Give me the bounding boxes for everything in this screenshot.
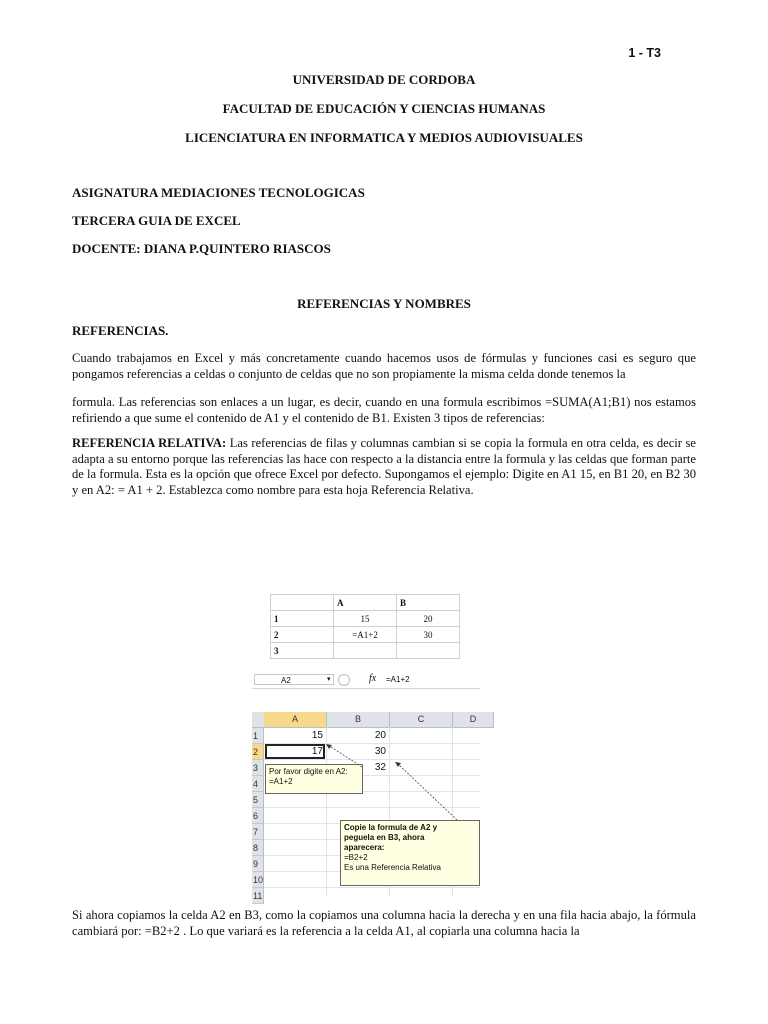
table-row-label: 1	[271, 611, 334, 627]
relative-reference-label: REFERENCIA RELATIVA:	[72, 436, 227, 450]
cell-a2[interactable]: 17	[311, 746, 323, 757]
arrow-line-2	[398, 764, 457, 820]
arrow-line-1	[328, 745, 362, 767]
table-row	[271, 643, 460, 659]
comment-line: peguela en B3, ahora	[344, 833, 425, 842]
fx-icon[interactable]: fx	[369, 673, 377, 684]
table-cell: =A1+2	[334, 627, 397, 643]
row-header-1[interactable]: 1	[252, 728, 264, 744]
relative-reference-text: Las referencias de filas y columnas cambian si se copia la formula en otra celda, es decir se adapta a su entorno porque las referencias las hace con respecto a la distancia entre la formula y las celdas que forman parte de la formula. Esta es la opción que ofrece Excel por defecto. Supongamos el ejemplo: Digite en A1 15, en B1 20, en B2 30 y en A2: = A1 + 2. Establezca como nombre para esta hoja Referencia Relativa.	[72, 436, 696, 497]
row-header-11[interactable]: 11	[252, 888, 264, 904]
comment-line: =A1+2	[269, 777, 293, 786]
faculty-title: FACULTAD DE EDUCACIÓN Y CIENCIAS HUMANAS	[222, 101, 546, 116]
row-header-10[interactable]: 10	[252, 872, 264, 888]
table-row	[271, 627, 460, 643]
table-row-label: 2	[271, 627, 334, 643]
teacher-line: DOCENTE: DIANA P.QUINTERO RIASCOS	[72, 241, 331, 256]
subsection-title: REFERENCIAS.	[72, 323, 169, 338]
cell-b3[interactable]: 32	[374, 762, 386, 773]
cell-b1[interactable]: 20	[374, 730, 386, 741]
row-header-8[interactable]: 8	[252, 840, 264, 856]
subject-line: ASIGNATURA MEDIACIONES TECNOLOGICAS	[72, 185, 365, 200]
column-header-b[interactable]: B	[327, 712, 390, 728]
comment-line: aparecera:	[344, 843, 385, 852]
university-title: UNIVERSIDAD DE CORDOBA	[292, 72, 476, 87]
comment-line: Por favor digite en A2:	[269, 767, 348, 776]
guide-line: TERCERA GUIA DE EXCEL	[72, 213, 241, 228]
comment-line: Copie la formula de A2 y	[344, 823, 438, 832]
row-header-2[interactable]: 2	[252, 744, 264, 760]
reference-table	[270, 594, 460, 659]
table-col-b: B	[397, 595, 460, 611]
row-header-5[interactable]: 5	[252, 792, 264, 808]
table-cell: 20	[397, 611, 460, 627]
table-cell	[334, 643, 397, 659]
row-header-7[interactable]: 7	[252, 824, 264, 840]
row-header-3[interactable]: 3	[252, 760, 264, 776]
column-header-d[interactable]: D	[453, 712, 494, 728]
cell-a1[interactable]: 15	[311, 730, 323, 741]
table-corner-cell	[271, 595, 334, 611]
table-row	[271, 611, 460, 627]
table-cell	[397, 643, 460, 659]
row-header-9[interactable]: 9	[252, 856, 264, 872]
row-header-4[interactable]: 4	[252, 776, 264, 792]
table-cell: 30	[397, 627, 460, 643]
excel-screenshot	[252, 672, 480, 901]
paragraph-1: Cuando trabajamos en Excel y más concretamente cuando hacemos usos de fórmulas y funciones casi es seguro que pongamos referencias a celdas o conjunto de celdas que no son propiamente la misma celda donde tenemos la	[72, 351, 696, 381]
table-col-a: A	[334, 595, 397, 611]
table-header-row	[271, 595, 460, 611]
paragraph-3	[72, 436, 696, 498]
row-header-6[interactable]: 6	[252, 808, 264, 824]
name-box[interactable]: A2	[254, 674, 334, 685]
arrow-head-1	[326, 744, 332, 749]
table-row-label: 3	[271, 643, 334, 659]
chevron-down-icon[interactable]: ▾	[327, 676, 331, 683]
page-number: 1 - T3	[628, 46, 661, 60]
column-header-c[interactable]: C	[390, 712, 453, 728]
comment-arrows	[252, 672, 480, 894]
comment-line: Es una Referencia Relativa	[344, 863, 441, 872]
formula-value[interactable]: =A1+2	[386, 675, 410, 684]
comment-line: =B2+2	[344, 853, 368, 862]
column-header-a[interactable]: A	[264, 712, 327, 728]
paragraph-4: Si ahora copiamos la celda A2 en B3, como la copiamos una columna hacia la derecha y en una fila hacia abajo, la fórmula cambiará por: =B2+2 . Lo que variará es la referencia a la celda A1, al copiarla una columna hacia la	[72, 908, 696, 938]
program-title: LICENCIATURA EN INFORMATICA Y MEDIOS AUDIOVISUALES	[185, 130, 583, 145]
paragraph-2: formula. Las referencias son enlaces a un lugar, es decir, cuando en una formula escribimos =SUMA(A1;B1) nos estamos refiriendo a que sume el contenido de A1 y el contenido de B1. Existen 3 tipos de referencias:	[72, 395, 696, 425]
section-title: REFERENCIAS Y NOMBRES	[297, 296, 471, 311]
cell-b2[interactable]: 30	[374, 746, 386, 757]
table-cell: 15	[334, 611, 397, 627]
